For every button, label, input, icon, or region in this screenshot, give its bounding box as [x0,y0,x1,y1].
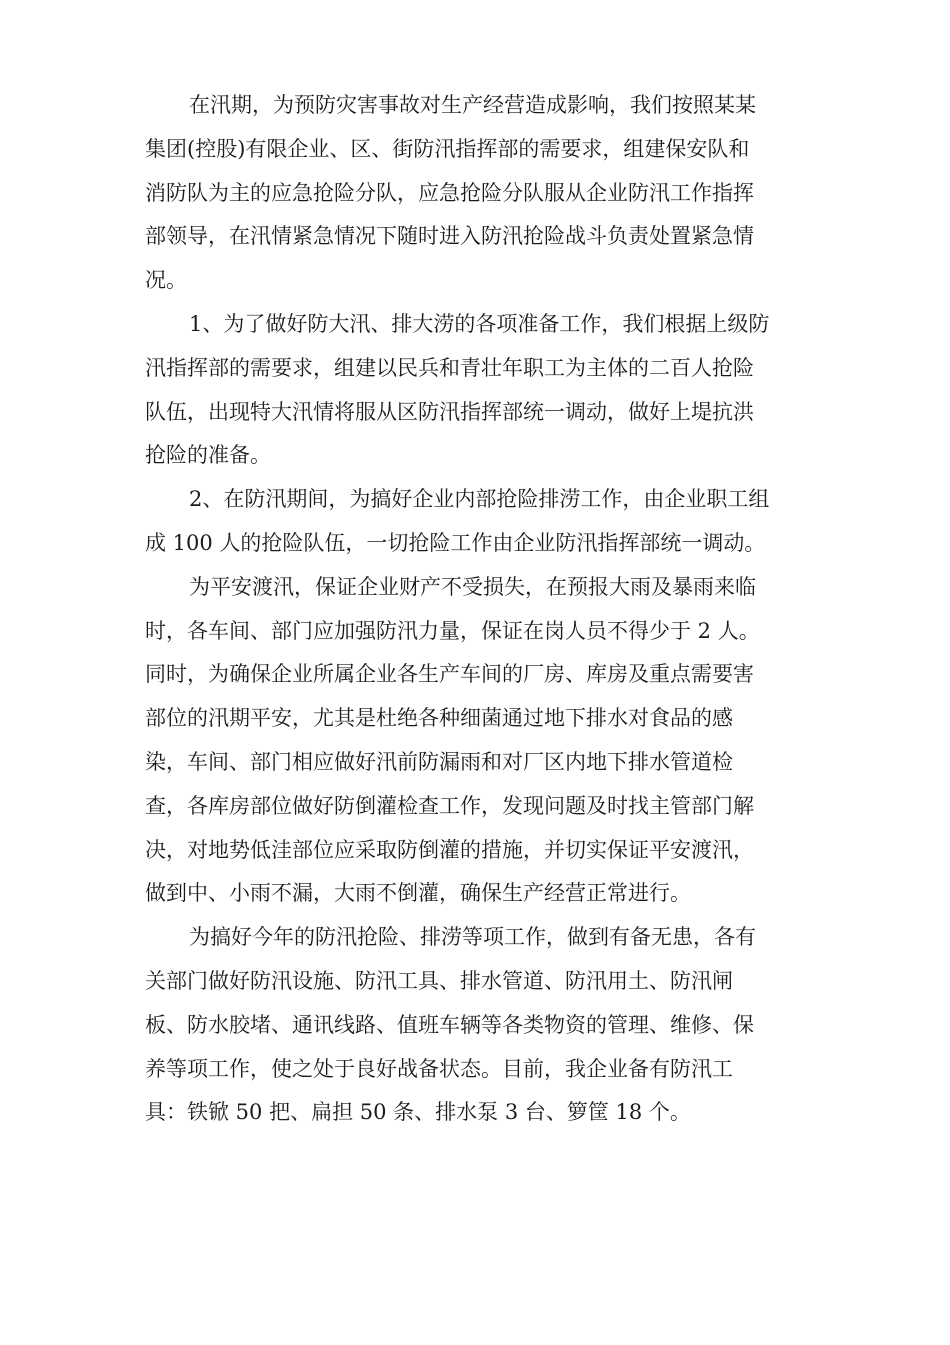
text-line: 为搞好今年的防汛抢险、排涝等项工作，做到有备无患，各有 [189,925,756,950]
paragraph-item-1 [145,303,810,478]
paragraph-equipment [145,916,810,1135]
text-line: 队伍，出现特大汛情将服从区防汛指挥部统一调动，做好上堤抗洪 [145,399,754,424]
text-line: 时，各车间、部门应加强防汛力量，保证在岗人员不得少于 2 人。 [145,618,760,643]
text-line: 汛指挥部的需要求，组建以民兵和青壮年职工为主体的二百人抢险 [145,355,754,380]
text-line: 染，车间、部门相应做好汛前防漏雨和对厂区内地下排水管道检 [145,749,733,774]
text-line: 查，各库房部位做好防倒灌检查工作，发现问题及时找主管部门解 [145,793,754,818]
text-line: 消防队为主的应急抢险分队，应急抢险分队服从企业防汛工作指挥 [145,180,754,205]
text-line: 2、在防汛期间，为搞好企业内部抢险排涝工作，由企业职工组 [189,487,770,512]
text-line: 抢险的准备。 [145,443,271,468]
text-line: 况。 [145,268,187,293]
paragraph-item-2 [145,478,810,566]
text-line: 部领导，在汛情紧急情况下随时进入防汛抢险战斗负责处置紧急情 [145,224,754,249]
text-line: 关部门做好防汛设施、防汛工具、排水管道、防汛用土、防汛闸 [145,968,733,993]
text-line: 具：铁锨 50 把、扁担 50 条、排水泵 3 台、箩筐 18 个。 [145,1100,691,1125]
text-line: 成 100 人的抢险队伍，一切抢险工作由企业防汛指挥部统一调动。 [145,530,766,555]
document-body [145,84,810,1135]
paragraph-safety [145,566,810,916]
text-line: 为平安渡汛，保证企业财产不受损失，在预报大雨及暴雨来临 [189,574,756,599]
text-line: 1、为了做好防大汛、排大涝的各项准备工作，我们根据上级防 [189,311,770,336]
text-line: 板、防水胶堵、通讯线路、值班车辆等各类物资的管理、维修、保 [145,1012,754,1037]
paragraph-intro [145,84,810,303]
text-line: 做到中、小雨不漏，大雨不倒灌，确保生产经营正常进行。 [145,881,691,906]
text-line: 同时，为确保企业所属企业各生产车间的厂房、库房及重点需要害 [145,662,754,687]
text-line: 决，对地势低洼部位应采取防倒灌的措施，并切实保证平安渡汛， [145,837,754,862]
text-line: 部位的汛期平安，尤其是杜绝各种细菌通过地下排水对食品的感 [145,706,733,731]
text-line: 养等项工作，使之处于良好战备状态。目前，我企业备有防汛工 [145,1056,733,1081]
text-line: 在汛期，为预防灾害事故对生产经营造成影响，我们按照某某 [189,93,756,117]
text-line: 集团(控股)有限企业、区、街防汛指挥部的需要求，组建保安队和 [145,136,750,161]
